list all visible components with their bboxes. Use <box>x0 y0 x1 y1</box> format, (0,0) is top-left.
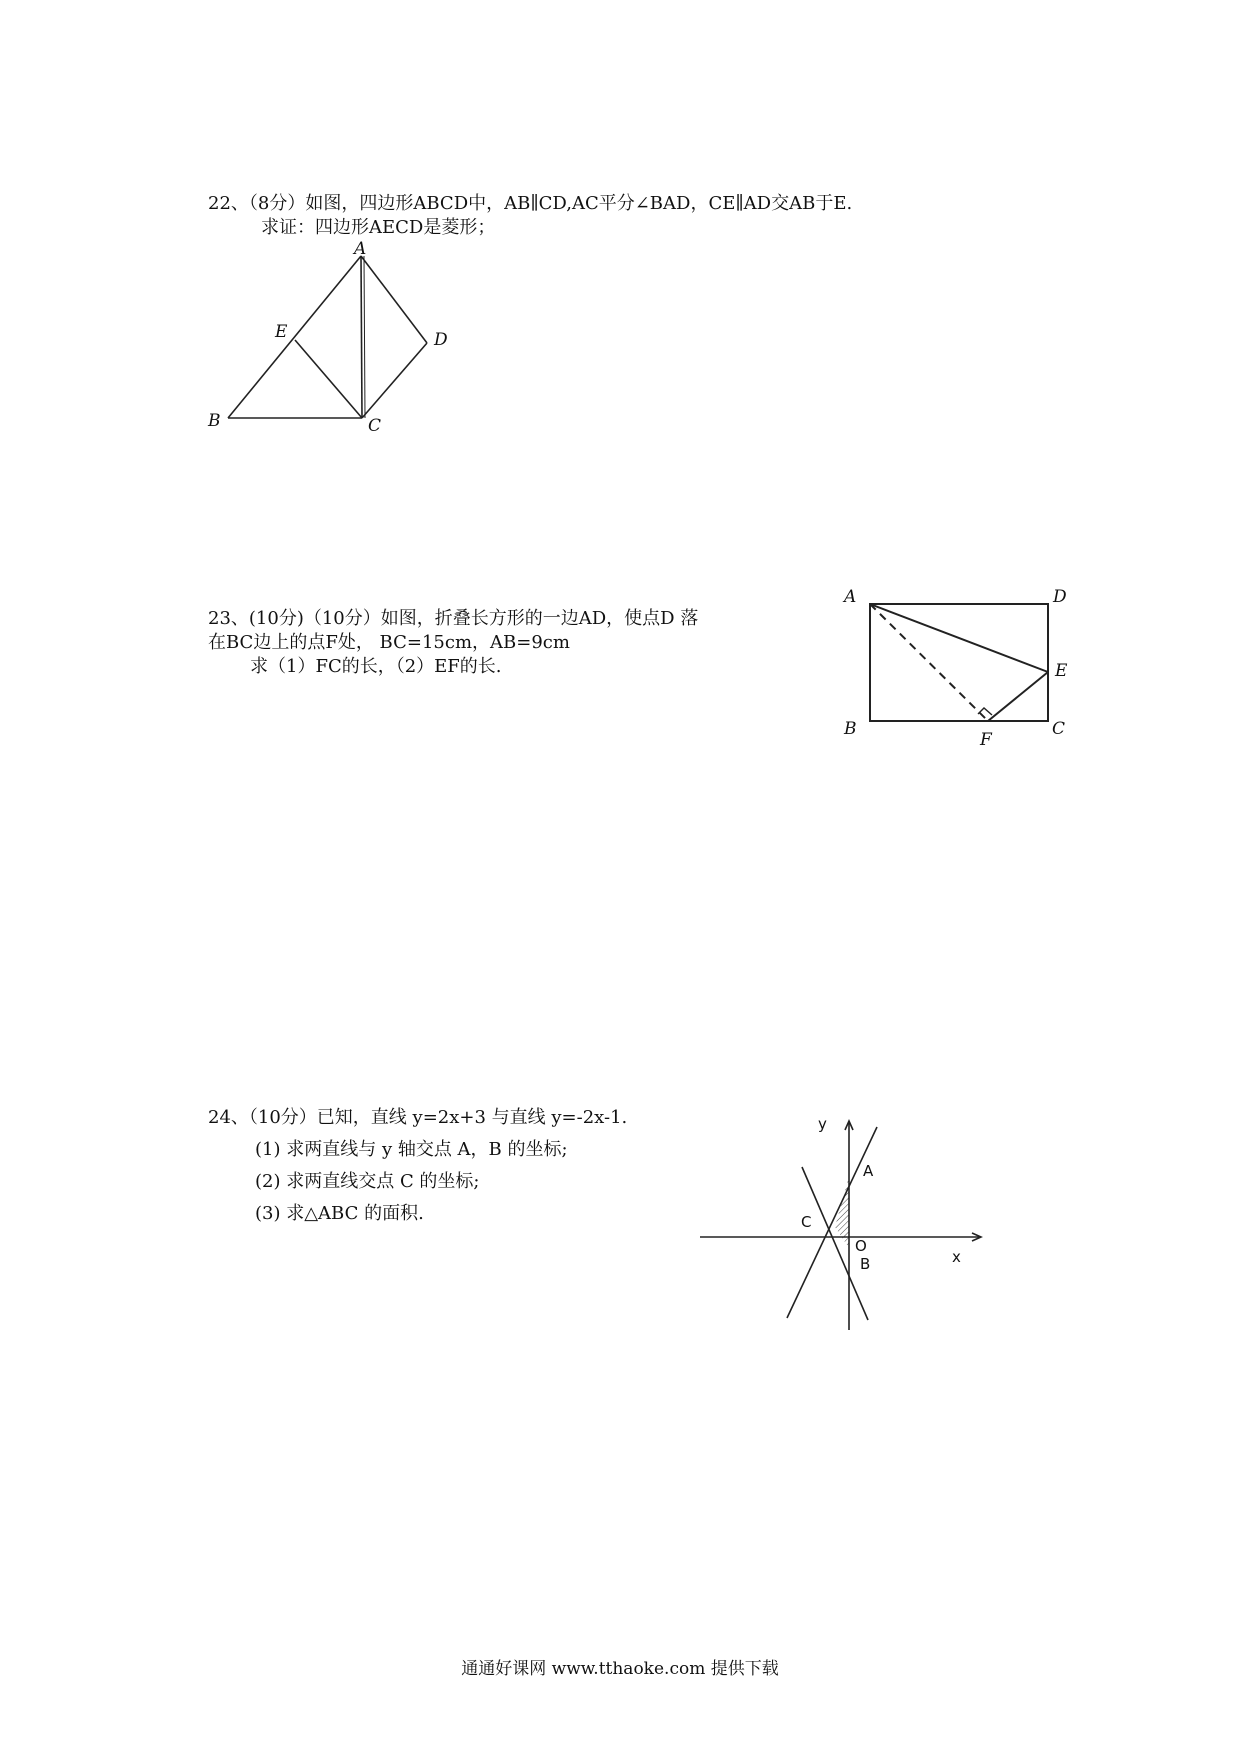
segment-ce <box>295 340 362 418</box>
segment-af-dashed <box>870 604 988 721</box>
label-b: B <box>844 719 857 739</box>
diagonal-ac-shadow <box>364 256 365 418</box>
label-c: C <box>1052 719 1066 739</box>
edge-da <box>361 256 427 343</box>
label-a: A <box>354 239 367 259</box>
label-e: E <box>1055 661 1068 681</box>
segment-ae <box>870 604 1048 672</box>
label-x: x <box>952 1248 961 1266</box>
q23-line3: 求（1）FC的长，（2）EF的长. <box>250 656 502 677</box>
q23-line2: 在BC边上的点F处， BC=15cm，AB=9cm <box>208 632 570 653</box>
q22-line2: 求证：四边形AECD是菱形； <box>261 217 496 238</box>
label-c: C <box>368 416 382 436</box>
label-d: D <box>434 330 448 350</box>
segment-fe <box>988 672 1048 721</box>
q23-figure <box>840 580 1080 755</box>
q24-item2: (2) 求两直线交点 C 的坐标; <box>255 1171 480 1192</box>
label-y: y <box>818 1115 827 1133</box>
label-e: E <box>275 322 288 342</box>
q24-figure <box>700 1115 990 1335</box>
label-b: B <box>860 1255 871 1273</box>
label-f: F <box>980 730 992 750</box>
label-d: D <box>1053 587 1067 607</box>
page-footer: 通通好课网 www.tthaoke.com 提供下载 <box>461 1659 779 1679</box>
diagonal-ac <box>361 256 362 418</box>
edge-cd <box>362 343 427 418</box>
label-a: A <box>844 587 857 607</box>
q23-line1: 23、(10分)（10分）如图，折叠长方形的一边AD，使点D 落 <box>208 608 699 629</box>
label-c: C <box>801 1213 812 1231</box>
q22-figure <box>200 239 460 445</box>
label-o: O <box>855 1237 867 1255</box>
label-a: A <box>863 1162 874 1180</box>
q24-item1: (1) 求两直线与 y 轴交点 A，B 的坐标; <box>255 1139 568 1160</box>
q24-item3: (3) 求△ABC 的面积. <box>255 1203 424 1224</box>
q22-line1: 22、（8分）如图，四边形ABCD中，AB∥CD,AC平分∠BAD，CE∥AD交AB于E. <box>208 193 853 214</box>
q24-line1: 24、（10分）已知，直线 y=2x+3 与直线 y=-2x-1. <box>208 1107 628 1128</box>
label-b: B <box>208 411 221 431</box>
